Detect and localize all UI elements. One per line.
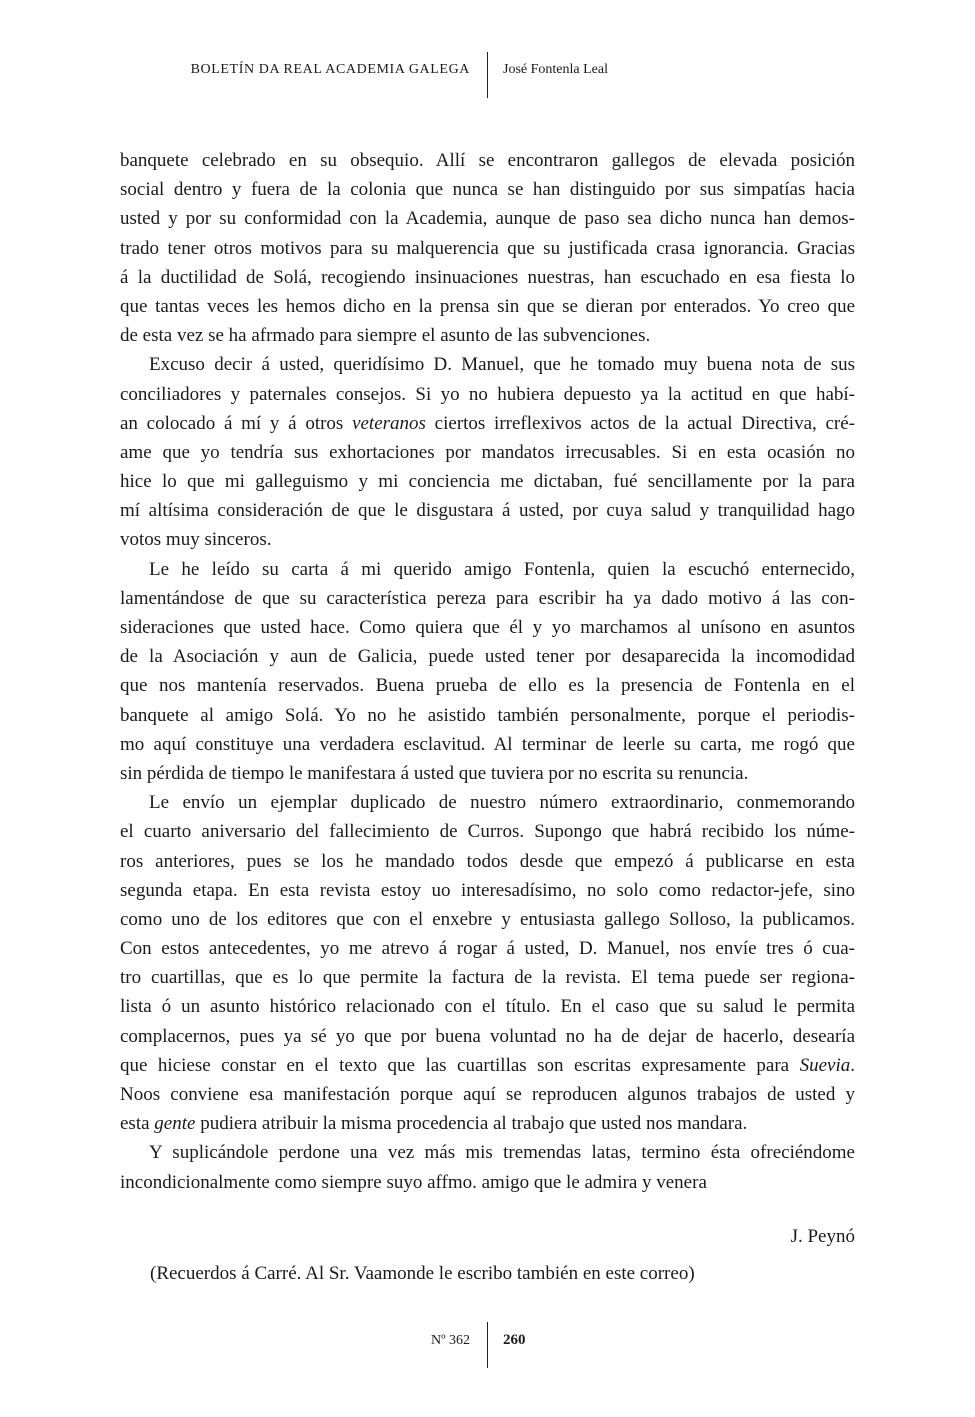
text-segment: Le envío un ejemplar duplicado de nuestro número extraordinario, conmemorando <box>149 792 855 814</box>
text-line <box>120 671 855 700</box>
text-line <box>120 234 855 263</box>
text-segment: sideraciones que usted hace. Como quiera que él y yo marchamos al unísono en asuntos <box>120 617 855 638</box>
paragraph <box>120 350 855 554</box>
text-line <box>120 788 855 817</box>
text-segment: banquete al amigo Solá. Yo no he asistido también personalmente, porque el periodis- <box>120 704 855 726</box>
journal-title: BOLETÍN DA REAL ACADEMIA GALEGA <box>190 62 470 77</box>
text-line <box>120 642 855 671</box>
text-line <box>120 1051 855 1080</box>
text-segment: complacernos, pues ya sé yo que por buena voluntad no ha de dejar de hacerlo, desearía <box>120 1025 855 1047</box>
text-segment: an colocado á mí y á otros <box>120 412 353 434</box>
italic-text: veteranos <box>352 412 426 434</box>
paragraph <box>120 788 855 1138</box>
text-line <box>120 321 855 350</box>
text-line <box>120 350 855 379</box>
text-segment: mo aquí constituye una verdadera esclavitud. Al terminar de leerle su carta, me rogó que <box>120 733 855 755</box>
text-line <box>120 934 855 963</box>
text-line <box>120 759 855 788</box>
text-line <box>120 438 855 467</box>
text-line <box>120 1138 855 1167</box>
italic-text: Suevia <box>799 1054 851 1076</box>
paragraph <box>120 1138 855 1196</box>
text-line <box>120 905 855 934</box>
text-segment: conciliadores y paternales consejos. Si yo no hubiera depuesto ya la actitud en que habí- <box>120 383 855 405</box>
text-line <box>120 467 855 496</box>
text-segment: Y suplicándole perdone una vez más mis tremendas latas, termino ésta ofreciéndome <box>149 1142 855 1164</box>
text-segment: sin pérdida de tiempo le manifestara á usted que tuviera por no escrita su renuncia. <box>120 762 749 784</box>
text-segment: lista ó un asunto histórico relacionado con el título. En el caso que su salud le permita <box>120 996 855 1018</box>
text-line <box>120 701 855 730</box>
text-segment: votos muy sinceros. <box>120 529 272 551</box>
letter-body <box>120 146 855 1197</box>
text-segment: de esta vez se ha afrmado para siempre el asunto de las subvenciones. <box>120 325 651 347</box>
text-line <box>120 555 855 584</box>
text-segment: Excuso decir á usted, queridísimo D. Manuel, que he tomado muy buena nota de sus <box>149 354 855 376</box>
text-segment: usted y por su conformidad con la Academia, aunque de paso sea dicho nunca han demos- <box>120 208 855 230</box>
text-segment: segunda etapa. En esta revista estoy uo interesadísimo, no solo como redactor-jefe, sino <box>120 879 855 901</box>
text-line <box>120 963 855 992</box>
text-line <box>120 847 855 876</box>
text-line <box>120 525 855 554</box>
text-segment: de la Asociación y aun de Galicia, puede usted tener por desaparecida la incomodidad <box>120 646 855 668</box>
text-line <box>120 992 855 1021</box>
text-segment: incondicionalmente como siempre suyo affmo. amigo que le admira y venera <box>120 1171 707 1193</box>
text-segment: hice lo que mi galleguismo y mi conciencia me dictaban, fué sencillamente por la para <box>120 471 855 493</box>
header-divider <box>487 52 488 98</box>
text-segment: el cuarto aniversario del fallecimiento de Curros. Supongo que habrá recibido los núme- <box>120 821 855 843</box>
text-segment: ciertos irreflexivos actos de la actual Directiva, cré- <box>425 412 856 434</box>
text-line <box>120 613 855 642</box>
text-segment: que nos mantenía reservados. Buena prueba de ello es la presencia de Fontenla en el <box>120 675 855 697</box>
text-segment: Noos conviene esa manifestación porque aquí se reproducen algunos trabajos de usted y <box>120 1084 855 1105</box>
signature: J. Peynó <box>790 1226 855 1247</box>
article-author: José Fontenla Leal <box>503 62 608 77</box>
text-segment: banquete celebrado en su obsequio. Allí se encontraron gallegos de elevada posición <box>120 150 855 171</box>
text-line <box>120 584 855 613</box>
text-segment: Le he leído su carta á mi querido amigo Fontenla, quien la escuchó enternecido, <box>149 558 855 580</box>
text-segment: social dentro y fuera de la colonia que nunca se han distinguido por sus simpatías hacia <box>120 179 855 201</box>
paragraph <box>120 146 855 350</box>
text-segment: esta <box>120 1113 155 1135</box>
text-segment: que tantas veces les hemos dicho en la prensa sin que se dieran por enterados. Yo creo que <box>120 295 855 317</box>
text-line <box>120 409 855 438</box>
text-segment: como uno de los editores que con el enxebre y entusiasta gallego Solloso, la publicamos. <box>120 908 855 930</box>
text-segment: ame que yo tendría sus exhortaciones por mandatos irrecusables. Si en esta ocasión no <box>120 441 855 463</box>
text-line <box>120 1168 855 1197</box>
text-line <box>120 730 855 759</box>
paragraph <box>120 555 855 789</box>
text-line <box>120 175 855 204</box>
text-line <box>120 1109 855 1138</box>
text-segment: . <box>850 1054 855 1076</box>
text-segment: á la ductilidad de Solá, recogiendo insinuaciones nuestras, han escuchado en esa fiesta lo <box>120 266 855 288</box>
text-line <box>120 1022 855 1051</box>
text-line <box>120 817 855 846</box>
text-segment: mí altísima consideración de que le disgustara á usted, por cuya salud y tranquilidad hago <box>120 500 855 522</box>
footer-divider <box>487 1322 488 1368</box>
text-segment: Con estos antecedentes, yo me atrevo á rogar á usted, D. Manuel, nos envíe tres ó cua- <box>120 938 855 960</box>
text-segment: pudiera atribuir la misma procedencia al trabajo que usted nos mandara. <box>195 1113 748 1135</box>
text-segment: ros anteriores, pues se los he mandado todos desde que empezó á publicarse en esta <box>120 850 855 872</box>
text-line <box>120 876 855 905</box>
postscript: (Recuerdos á Carré. Al Sr. Vaamonde le escribo también en este correo) <box>150 1263 695 1284</box>
italic-text: gente <box>154 1113 196 1135</box>
text-line <box>120 380 855 409</box>
text-line <box>120 263 855 292</box>
text-line <box>120 1080 855 1109</box>
text-segment: trado tener otros motivos para su malquerencia que su justificada crasa ignorancia. Gracias <box>120 237 855 259</box>
text-line <box>120 204 855 233</box>
page-number: 260 <box>503 1332 526 1348</box>
issue-number: Nº 362 <box>431 1333 470 1348</box>
text-line <box>120 292 855 321</box>
text-line <box>120 146 855 175</box>
text-segment: que hiciese constar en el texto que las cuartillas son escritas expresamente para <box>120 1054 800 1076</box>
text-segment: tro cuartillas, que es lo que permite la factura de la revista. El tema puede ser regiona- <box>120 967 855 989</box>
text-segment: lamentándose de que su característica pereza para escribir ha ya dado motivo á las con- <box>120 587 855 609</box>
text-line <box>120 496 855 525</box>
